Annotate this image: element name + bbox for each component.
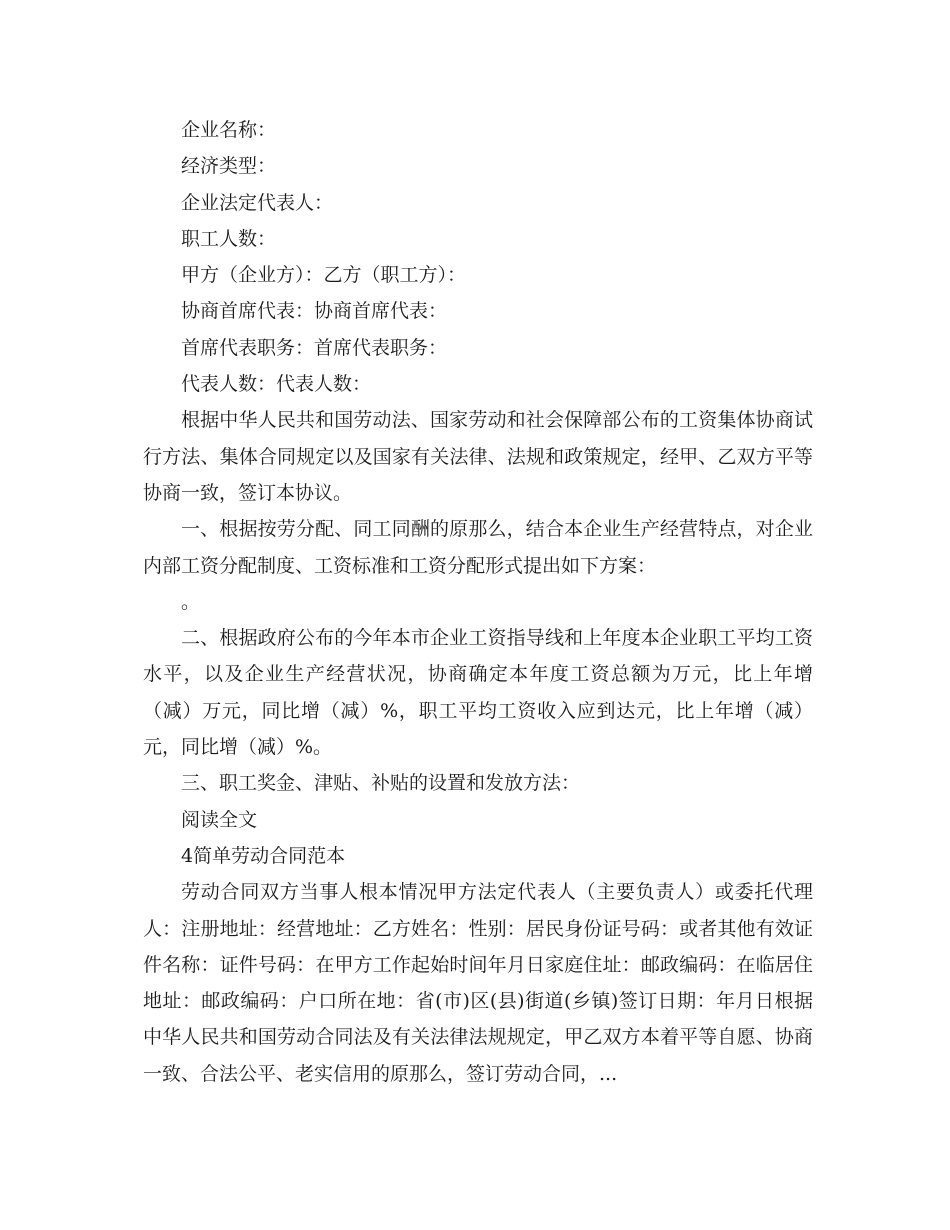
document-body (143, 112, 813, 1092)
read-full-text: 阅读全文 (181, 808, 258, 831)
field-employee-count: 职工人数： (181, 227, 277, 250)
clause-one: 一、根据按劳分配、同工同酬的原那么，结合本企业生产经营特点，对企业内部工资分配制度、工资标准和工资分配形式提出如下方案： (143, 518, 813, 577)
field-legal-representative: 企业法定代表人： (181, 191, 334, 214)
clause-one-blank: 。 (181, 590, 201, 613)
agreement-preamble: 根据中华人民共和国劳动法、国家劳动和社会保障部公布的工资集体协商试行方法、集体合同规定以及国家有关法律、法规和政策规定，经甲、乙双方平等协商一致，签订本协议。 (143, 409, 813, 504)
section-heading: 4简单劳动合同范本 (181, 844, 346, 867)
field-parties: 甲方（企业方）：乙方（职工方）： (181, 264, 467, 287)
field-chief-representative-titles: 首席代表职务：首席代表职务： (181, 336, 448, 359)
field-chief-representatives: 协商首席代表：协商首席代表： (181, 300, 448, 323)
field-representative-counts: 代表人数：代表人数： (181, 373, 372, 396)
field-economic-type: 经济类型： (181, 155, 277, 178)
clause-three: 三、职工奖金、津贴、补贴的设置和发放方法： (181, 772, 581, 795)
field-company-name: 企业名称： (181, 119, 277, 141)
clause-two: 二、根据政府公布的今年本市企业工资指导线和上年度本企业职工平均工资水平，以及企业生产经营状况，协商确定本年度工资总额为万元，比上年增（减）万元，同比增（减）%，职工平均工资收入应到达元，比上年增（减）元，同比增（减）%。 (143, 627, 813, 759)
contract-body: 劳动合同双方当事人根本情况甲方法定代表人（主要负责人）或委托代理人：注册地址：经营地址：乙方姓名：性别：居民身份证号码：或者其他有效证件名称：证件号码：在甲方工作起始时间年月日家庭住址：邮政编码：在临居住地址：邮政编码：户口所在地：省(市)区(县)街道(乡镇)签订日期：年月日根据中华人民共和国劳动合同法及有关法律法规规定，甲乙双方本着平等自愿、协商一致、合法公平、老实信用的原那么，签订劳动合同，... (143, 881, 813, 1085)
